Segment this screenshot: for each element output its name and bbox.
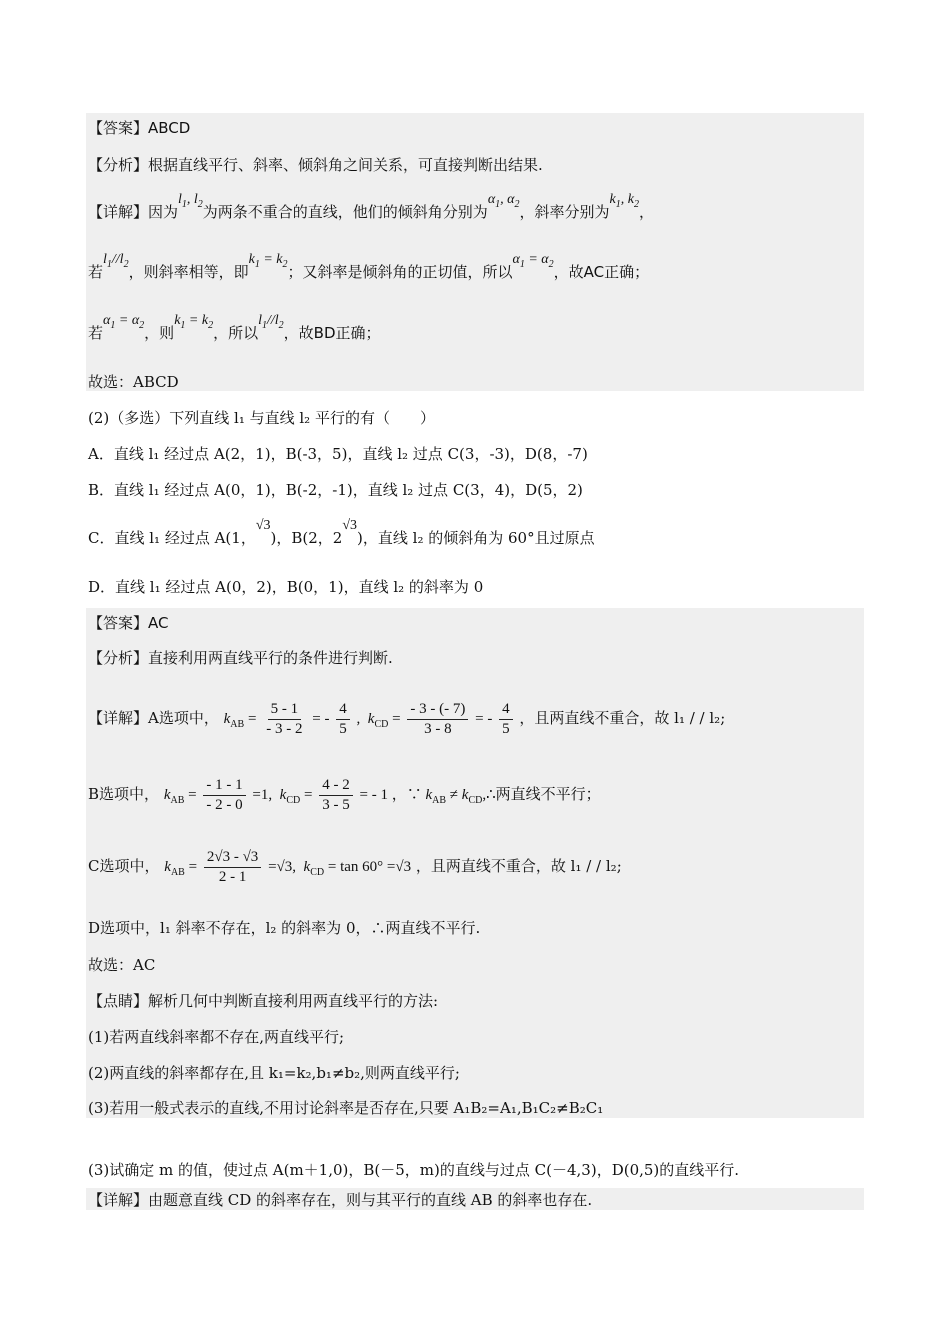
detail-line-3: 若$\alpha_1 = \alpha_2$，则$k_1 = k_2$，所以$l_1//l_2$，故BD正确；	[88, 313, 381, 342]
tip-item-3: (3)若用一般式表示的直线,不用讨论斜率是否存在,只要 A₁B₂=A₁,B₁C₂≠B₂C₁	[88, 1099, 604, 1117]
tip-heading: 【点睛】解析几何中判断直接利用两直线平行的方法:	[88, 992, 439, 1010]
analysis-line-1: 【分析】根据直线平行、斜率、倾斜角之间关系，可直接判断出结果.	[88, 156, 543, 174]
detail-option-d: D选项中，l₁ 斜率不存在，l₂ 的斜率为 0，∴两直线不平行.	[88, 919, 481, 937]
option-a: A．直线 l₁ 经过点 A(2，1)，B(-3，5)，直线 l₂ 过点 C(3，-3)，D(8，-7)	[88, 445, 588, 463]
detail-line-2: 若$l_1//l_2$，则斜率相等，即$k_1 = k_2$；又斜率是倾斜角的正切值，所以$\alpha_1 = \alpha_2$，故AC正确；	[88, 252, 650, 281]
option-d: D．直线 l₁ 经过点 A(0，2)，B(0，1)，直线 l₂ 的斜率为 0	[88, 578, 484, 596]
question-2-stem: (2)（多选）下列直线 l₁ 与直线 l₂ 平行的有（ ）	[88, 409, 435, 427]
choice-line-2: 故选：AC	[88, 956, 156, 974]
analysis-line-2: 【分析】直接利用两直线平行的条件进行判断.	[88, 649, 393, 667]
answer-line-1: 【答案】ABCD	[88, 119, 191, 137]
answer-line-2: 【答案】AC	[88, 614, 169, 632]
detail-option-a: 【详解】A选项中， $k_{AB}$ = $\frac{5 - 1}{- 3 - 2}$ = - $\frac{4}{5}$ , $k_{CD}$ = $\frac{- 3 - (- 7)}{3 - 8}$ = - $\frac{4}{5}$ ，且两直线不重合，故 l₁ / / l₂;	[88, 700, 726, 737]
tip-item-1: (1)若两直线斜率都不存在,两直线平行;	[88, 1028, 345, 1046]
choice-line-1: 故选：ABCD	[88, 373, 179, 391]
detail-option-c: C选项中， $k_{AB}$ = $\frac{2√3 - √3}{2 - 1}$ =√3, $k_{CD} = \tan 60^\circ =√3$ ，且两直线不重合，故 l₁ / / l₂;	[88, 848, 622, 885]
detail-option-b: B选项中， $k_{AB}$ = $\frac{- 1 - 1}{- 2 - 0}$ =1, $k_{CD}$ = $\frac{4 - 2}{3 - 5}$ = - 1 ，∵ $k_{AB}$ ≠ $k_{CD},\therefore$两直线不平行；	[88, 776, 601, 813]
tip-item-2: (2)两直线的斜率都存在,且 k₁=k₂,b₁≠b₂,则两直线平行;	[88, 1064, 460, 1082]
option-b: B．直线 l₁ 经过点 A(0，1)，B(-2，-1)，直线 l₂ 过点 C(3，4)，D(5，2)	[88, 481, 583, 499]
option-c: C．直线 l₁ 经过点 A(1，√3)，B(2，2√3)，直线 l₂ 的倾斜角为 60°且过原点	[88, 518, 595, 547]
detail-line-1: 【详解】因为$l_1$, $l_2$为两条不重合的直线，他们的倾斜角分别为$\alpha_1$, $\alpha_2$，斜率分别为$k_1$, $k_2$，	[88, 192, 654, 221]
question-3-stem: (3)试确定 m 的值，使过点 A(m＋1,0)，B(－5，m)的直线与过点 C(－4,3)，D(0,5)的直线平行.	[88, 1161, 740, 1179]
detail-line-q3: 【详解】由题意直线 CD 的斜率存在，则与其平行的直线 AB 的斜率也存在.	[88, 1191, 593, 1209]
